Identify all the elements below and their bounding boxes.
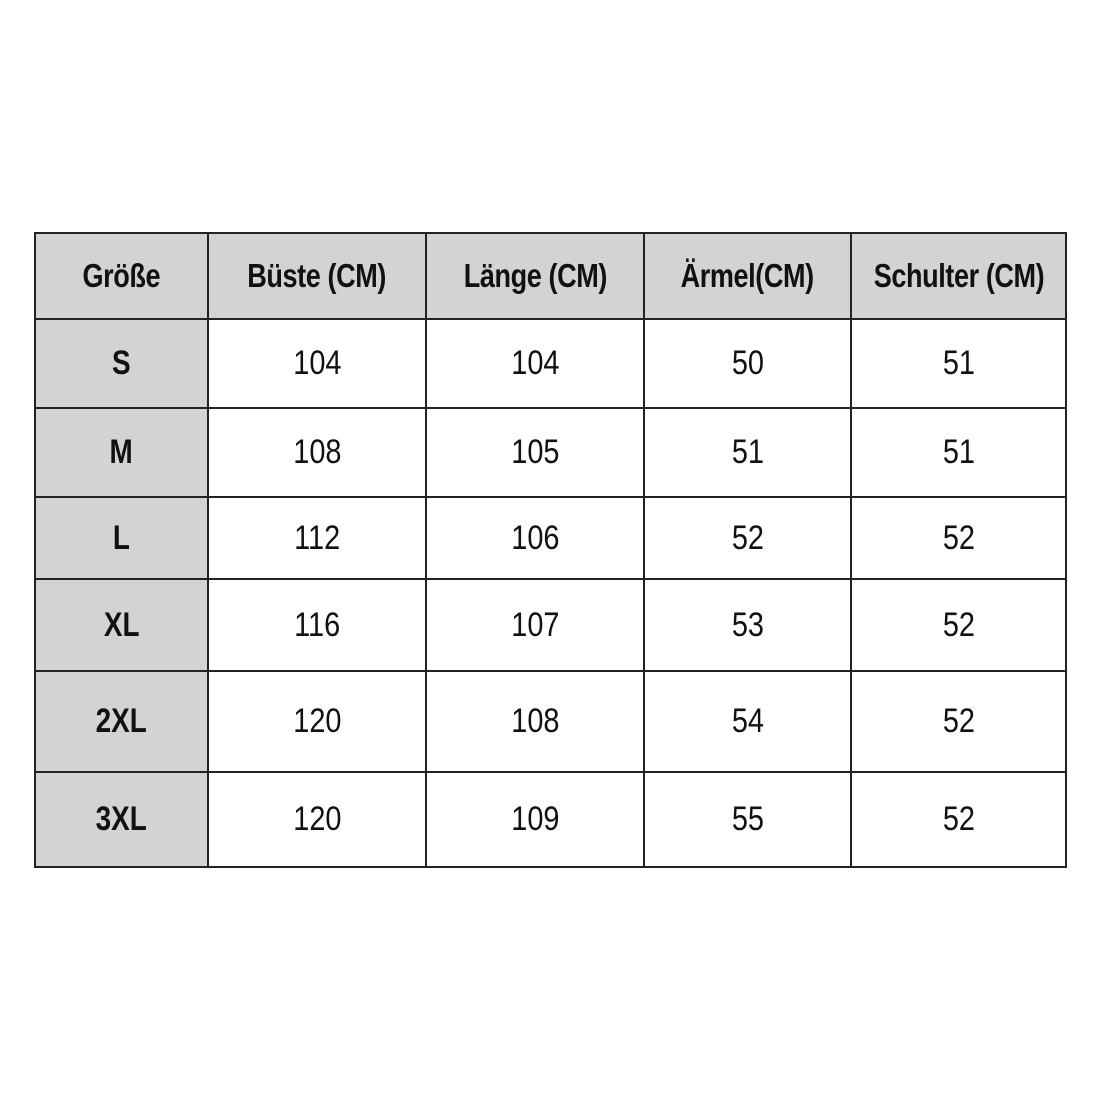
sleeve-value: 54	[644, 671, 851, 772]
length-value: 109	[426, 772, 644, 867]
length-value: 106	[426, 497, 644, 579]
sleeve-value: 50	[644, 319, 851, 408]
header-sleeve: Ärmel(CM)	[644, 233, 851, 319]
header-bust: Büste (CM)	[208, 233, 426, 319]
header-length: Länge (CM)	[426, 233, 644, 319]
shoulder-value: 52	[851, 497, 1066, 579]
size-label: M	[35, 408, 208, 497]
shoulder-value: 52	[851, 579, 1066, 671]
bust-value: 108	[208, 408, 426, 497]
table-row	[35, 671, 1066, 772]
table-row	[35, 408, 1066, 497]
bust-value: 112	[208, 497, 426, 579]
length-value: 104	[426, 319, 644, 408]
size-chart-table	[34, 232, 1067, 868]
size-label: L	[35, 497, 208, 579]
table-row	[35, 579, 1066, 671]
table-row	[35, 772, 1066, 867]
table-row	[35, 319, 1066, 408]
bust-value: 120	[208, 772, 426, 867]
sleeve-value: 51	[644, 408, 851, 497]
shoulder-value: 52	[851, 772, 1066, 867]
bust-value: 116	[208, 579, 426, 671]
shoulder-value: 51	[851, 408, 1066, 497]
length-value: 105	[426, 408, 644, 497]
table-row	[35, 497, 1066, 579]
length-value: 108	[426, 671, 644, 772]
header-size: Größe	[35, 233, 208, 319]
size-label: 2XL	[35, 671, 208, 772]
length-value: 107	[426, 579, 644, 671]
shoulder-value: 51	[851, 319, 1066, 408]
sleeve-value: 55	[644, 772, 851, 867]
bust-value: 104	[208, 319, 426, 408]
size-label: S	[35, 319, 208, 408]
bust-value: 120	[208, 671, 426, 772]
size-label: 3XL	[35, 772, 208, 867]
sleeve-value: 52	[644, 497, 851, 579]
header-shoulder: Schulter (CM)	[851, 233, 1066, 319]
sleeve-value: 53	[644, 579, 851, 671]
shoulder-value: 52	[851, 671, 1066, 772]
header-row	[35, 233, 1066, 319]
size-label: XL	[35, 579, 208, 671]
